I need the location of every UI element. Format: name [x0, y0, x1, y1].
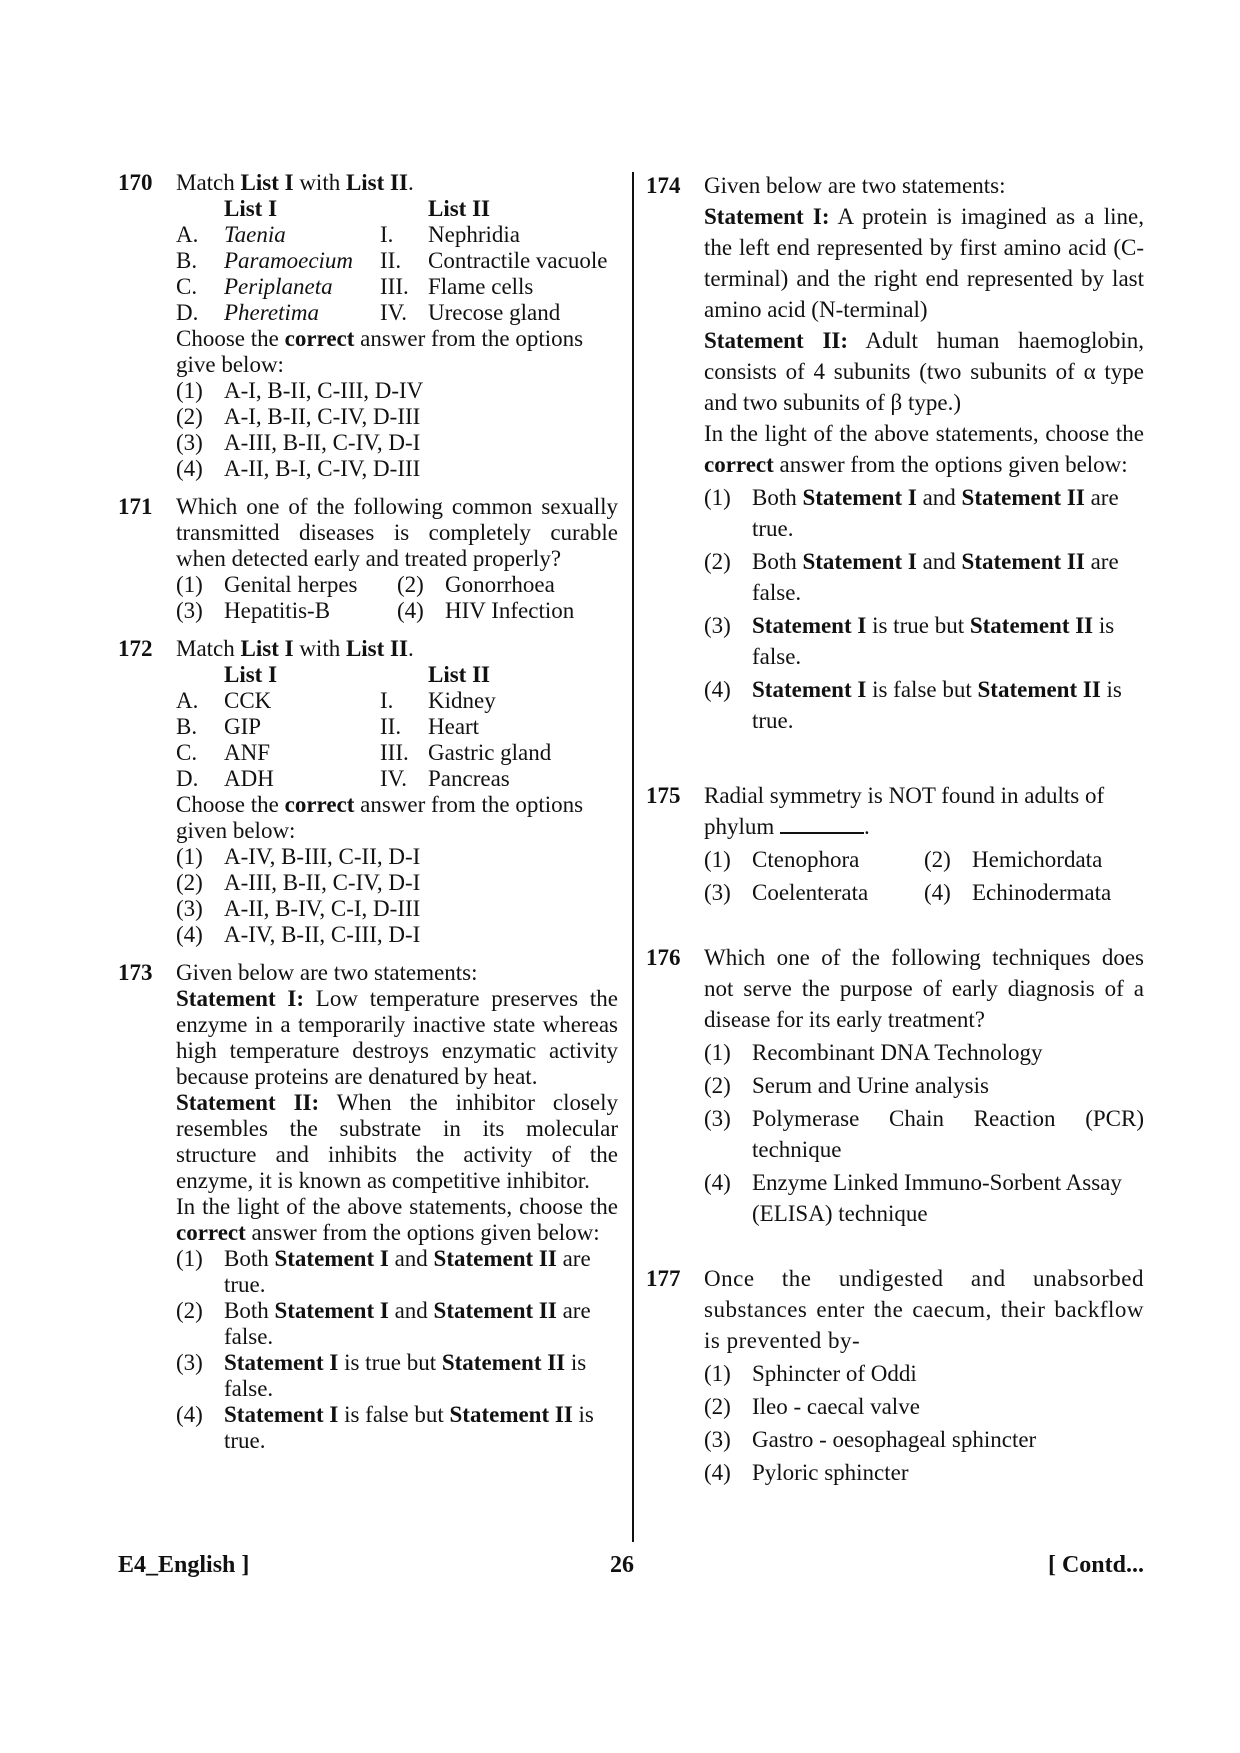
question-176 [646, 942, 1144, 1229]
question-175 [646, 780, 1144, 908]
answer-option[interactable]: (4) Echinodermata [924, 880, 1112, 905]
answer-option[interactable]: (3) Polymerase Chain Reaction (PCR) technique [704, 1106, 1144, 1162]
answer-option[interactable]: (4) A-IV, B-II, C-III, D-I [176, 922, 421, 947]
answer-option[interactable]: (1) Genital herpes [176, 572, 358, 597]
answer-option[interactable]: (3) Statement I is true but Statement II is false. [704, 613, 1115, 669]
right-column [646, 170, 1144, 1488]
answer-option[interactable]: (1) Ctenophora [704, 847, 860, 872]
match-row: C. Periplaneta III. Flame cells [176, 274, 534, 299]
match-row: D. Pheretima IV. Urecose gland [176, 300, 561, 325]
question-number: 172 [118, 636, 153, 661]
answer-option[interactable]: (3) Statement I is true but Statement II is false. [176, 1350, 587, 1401]
answer-option[interactable]: (1) Both Statement I and Statement II are true. [176, 1246, 591, 1297]
footer-paper-code: E4_English ] [118, 1552, 250, 1578]
question-stem: Match List I with List II. [176, 636, 414, 661]
option-row [176, 572, 618, 598]
question-stem: Radial symmetry is NOT found in adults of phylum . [704, 783, 1105, 839]
footer-page-number: 26 [610, 1552, 634, 1578]
match-row: C. ANF III. Gastric gland [176, 740, 552, 765]
question-stem: Match List I with List II. [176, 170, 414, 195]
answer-option[interactable]: (2) Both Statement I and Statement II are false. [176, 1298, 591, 1349]
answer-option[interactable]: (2) Both Statement I and Statement II are false. [704, 549, 1119, 605]
answer-option[interactable]: (4) Statement I is false but Statement II is true. [704, 677, 1122, 733]
question-number: 175 [646, 783, 681, 808]
question-intro: Given below are two statements: [704, 173, 1006, 198]
choose-instruction: Choose the correct answer from the options given below: [176, 792, 584, 843]
question-number: 170 [118, 170, 153, 195]
question-170 [118, 170, 618, 482]
statement-1: Statement I: A protein is imagined as a line, the left end represented by first amino acid (C-terminal) and the right end represented by last amino acid (N-terminal) [704, 204, 1144, 322]
answer-option[interactable]: (4) Pyloric sphincter [704, 1460, 909, 1485]
question-171 [118, 494, 618, 624]
question-174 [646, 170, 1144, 736]
answer-option[interactable]: (4) Enzyme Linked Immuno-Sorbent Assay (ELISA) technique [704, 1170, 1122, 1226]
choose-instruction: In the light of the above statements, choose the correct answer from the options given below: [704, 421, 1144, 477]
answer-option[interactable]: (1) A-I, B-II, C-III, D-IV [176, 378, 424, 403]
footer-continued: [ Contd... [1047, 1552, 1144, 1578]
question-number: 171 [118, 494, 153, 519]
question-stem: Once the undigested and unabsorbed substances enter the caecum, their backflow is prevented by- [704, 1266, 1144, 1353]
match-row: A. Taenia I. Nephridia [176, 222, 520, 247]
answer-option[interactable]: (3) A-II, B-IV, C-I, D-III [176, 896, 421, 921]
answer-option[interactable]: (3) Hepatitis-B [176, 598, 331, 623]
answer-option[interactable]: (2) A-I, B-II, C-IV, D-III [176, 404, 421, 429]
answer-option[interactable]: (2) Ileo - caecal valve [704, 1394, 920, 1419]
answer-option[interactable]: (4) HIV Infection [397, 598, 575, 623]
match-row: A. CCK I. Kidney [176, 688, 496, 713]
list-header: List I List II [224, 662, 490, 687]
question-number: 177 [646, 1266, 681, 1291]
answer-option[interactable]: (4) A-II, B-I, C-IV, D-III [176, 456, 421, 481]
answer-option[interactable]: (2) Gonorrhoea [397, 572, 555, 597]
question-172 [118, 636, 618, 948]
answer-option[interactable]: (2) Serum and Urine analysis [704, 1073, 989, 1098]
answer-option[interactable]: (1) A-IV, B-III, C-II, D-I [176, 844, 421, 869]
option-row [704, 842, 1144, 875]
question-number: 176 [646, 945, 681, 970]
choose-instruction: In the light of the above statements, choose the correct answer from the options given below: [176, 1194, 618, 1245]
answer-blank [780, 814, 864, 834]
answer-option[interactable]: (3) A-III, B-II, C-IV, D-I [176, 430, 421, 455]
statement-2: Statement II: When the inhibitor closely resembles the substrate in its molecular structure and inhibits the activity of the enzyme, it is known as competitive inhibitor. [176, 1090, 619, 1193]
statement-2: Statement II: Adult human haemoglobin, consists of 4 subunits (two subunits of α type and two subunits of β type.) [704, 328, 1144, 415]
answer-option[interactable]: (2) A-III, B-II, C-IV, D-I [176, 870, 421, 895]
match-row: D. ADH IV. Pancreas [176, 766, 510, 791]
answer-option[interactable]: (1) Sphincter of Oddi [704, 1361, 917, 1386]
question-stem: Which one of the following common sexually transmitted diseases is completely curable when detected early and treated properly? [176, 494, 618, 571]
answer-option[interactable]: (2) Hemichordata [924, 847, 1103, 872]
option-row [176, 598, 618, 624]
answer-option[interactable]: (1) Both Statement I and Statement II are true. [704, 485, 1119, 541]
choose-instruction: Choose the correct answer from the options give below: [176, 326, 584, 377]
answer-option[interactable]: (3) Gastro - oesophageal sphincter [704, 1427, 1037, 1452]
statement-1: Statement I: Low temperature preserves the enzyme in a temporarily inactive state whereas high temperature destroys enzymatic activity because proteins are denatured by heat. [176, 986, 618, 1089]
left-column [118, 170, 618, 1466]
question-number: 174 [646, 173, 681, 198]
question-number: 173 [118, 960, 153, 985]
answer-option[interactable]: (1) Recombinant DNA Technology [704, 1040, 1043, 1065]
question-173 [118, 960, 618, 1454]
answer-option[interactable]: (3) Coelenterata [704, 880, 869, 905]
list-header: List I List II [224, 196, 490, 221]
question-intro: Given below are two statements: [176, 960, 478, 985]
column-divider [632, 172, 634, 1542]
answer-option[interactable]: (4) Statement I is false but Statement II is true. [176, 1402, 594, 1453]
question-stem: Which one of the following techniques does not serve the purpose of early diagnosis of a disease for its early treatment? [704, 945, 1144, 1032]
match-row: B. GIP II. Heart [176, 714, 480, 739]
match-row: B. Paramoecium II. Contractile vacuole [176, 248, 608, 273]
option-row [704, 875, 1144, 908]
question-177 [646, 1263, 1144, 1488]
